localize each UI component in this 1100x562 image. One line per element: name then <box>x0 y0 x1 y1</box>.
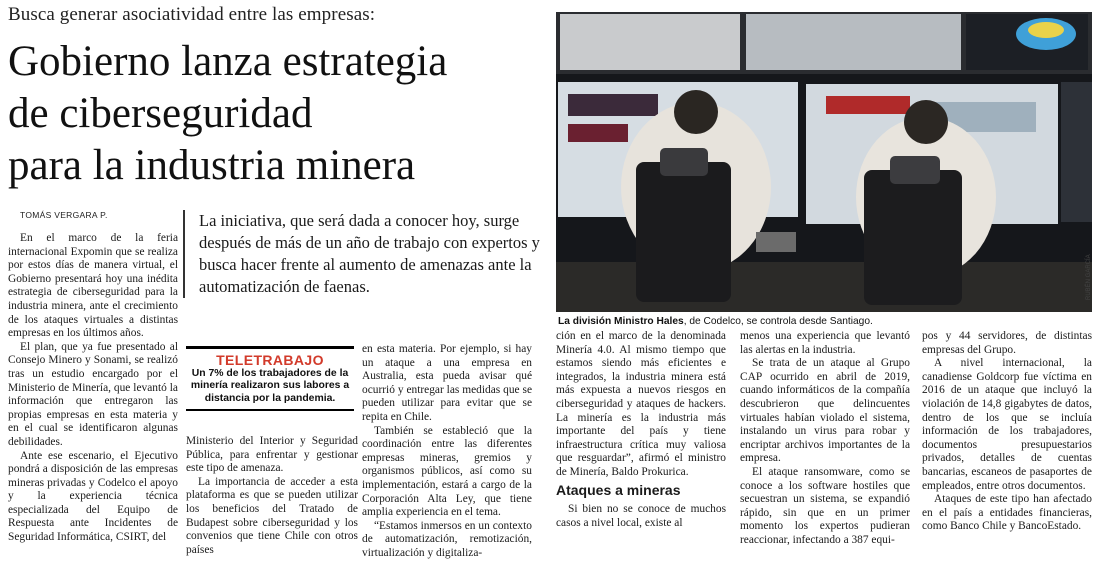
body-column-1 <box>8 232 178 545</box>
body-paragraph: pos y 44 servidores, de distintas empresas del Grupo. <box>922 330 1092 356</box>
body-paragraph: menos una experiencia que levantó las alertas en la industria. <box>740 330 910 356</box>
headline-line-1: Gobierno lanza estrategia <box>8 38 448 85</box>
kicker: Busca generar asociatividad entre las empresas: <box>8 4 376 25</box>
body-column-3 <box>362 343 532 561</box>
callout-text: Un 7% de los trabajadores de la minería realizaron sus labores a distancia por la pandemia. <box>190 368 350 404</box>
caption-rest: , de Codelco, se controla desde Santiago. <box>683 316 873 327</box>
callout-title: TELETRABAJO <box>216 352 324 368</box>
lead-text: La iniciativa, que será dada a conocer hoy, surge después de más de un año de trabajo con expertos y busca hacer frente al aumento de amenazas ante la automatización de faenas. <box>199 211 540 296</box>
byline: TOMÁS VERGARA P. <box>20 210 108 220</box>
body-paragraph: En el marco de la feria internacional Expomin que se realiza por estos días de manera virtual, el Gobierno presentará hoy una inédita estrategia de ciberseguridad para la industria minera, ante el crecimiento de los ataques virtuales a distintas empresas en los últimos años. <box>8 232 178 340</box>
photo-control-room <box>556 12 1092 312</box>
headline <box>8 36 553 192</box>
callout-box <box>186 346 354 411</box>
body-paragraph: Ataques de este tipo han afectado en el país a entidades financieras, como Banco Chile y BancoEstado. <box>922 493 1092 533</box>
body-paragraph: Se trata de un ataque al Grupo CAP ocurrido en abril de 2019, cuando informáticos de la compañía descubrieron que delincuentes virtuales habían violado el sistema, instalando un virus para robar y encriptar archivos importantes de la empresa. <box>740 357 910 465</box>
photo-caption <box>558 316 1098 327</box>
body-paragraph: Si bien no se conoce de muchos casos a nivel local, existe al <box>556 503 726 529</box>
body-paragraph: Ante ese escenario, el Ejecutivo pondrá a disposición de las empresas mineras privadas y Codelco el apoyo y la experiencia técnica especializada del Equipo de Respuesta ante Incidentes de Seguridad Informática, CSIRT, del <box>8 449 178 544</box>
headline-line-2: de ciberseguridad <box>8 90 313 137</box>
control-room-image <box>556 12 1092 312</box>
body-column-2 <box>186 435 358 557</box>
body-paragraph: A nivel internacional, la canadiense Goldcorp fue víctima en 2016 de un ataque que incluyó la violación de 14,8 gigabytes de datos, dentro de los que se incluía información de los trabajadores, documentos presupuestarios privados, detalles de cuentas bancarias, escaneos de pasaportes de empleados, entre otros documentos. <box>922 357 1092 492</box>
body-paragraph: ción en el marco de la denominada Minería 4.0. Al mismo tiempo que estamos siendo más eficientes e integrados, la industria minera está más expuesta a nuevos riesgos en ciberseguridad y ataques de hackers. La minería es la industria más importante del país y tiene infraestructura crítica muy valiosa que resguardar”, afirmó el ministro de Minería, Baldo Prokurica. <box>556 330 726 478</box>
body-paragraph: El ataque ransomware, como se conoce a los software hostiles que secuestran un sistema, se expandió rápido, sin que en un primer momento los expertos pudieran reaccionar, infectando a 387 equi- <box>740 465 910 546</box>
body-paragraph: También se estableció que la coordinación entre las diferentes empresas mineras, gremios y organismos públicos, así como su implementación, estará a cargo de la Corporación Alta Ley, que tiene amplia experiencia en el tema. <box>362 424 532 519</box>
lead-paragraph <box>183 210 559 298</box>
body-column-6 <box>922 330 1092 534</box>
body-paragraph: El plan, que ya fue presentado al Consejo Minero y Sonami, se realizó tras un estudio encargado por el Ministerio de Minería, que levantó la información que entregaron las propias empresas en esta materia y en el cual se identificaron algunas debilidades. <box>8 340 178 448</box>
body-paragraph: en esta materia. Por ejemplo, si hay un ataque a una empresa en Australia, esta pueda avisar qué ocurrió y entregar las medidas que se pueden utilizar para evitar que se repita en Chile. <box>362 343 532 423</box>
headline-line-3: para la industria minera <box>8 142 416 189</box>
section-subhead: Ataques a mineras <box>556 481 681 498</box>
photo-credit: RUBÉN GARCÍA <box>1086 254 1092 300</box>
body-column-5 <box>740 330 910 548</box>
body-paragraph: Ministerio del Interior y Seguridad Pública, para enfrentar y gestionar este tipo de amenaza. <box>186 435 358 475</box>
body-paragraph: “Estamos inmersos en un contexto de automatización, remotización, virtualización y digitaliza- <box>362 519 532 559</box>
caption-bold: La división Ministro Hales <box>558 316 684 327</box>
body-paragraph: La importancia de acceder a esta plataforma es que se pueden utilizar los beneficios del Tratado de Budapest sobre ciberseguridad y los convenios que tiene Chile con otros países <box>186 475 358 556</box>
body-column-4 <box>556 330 726 530</box>
